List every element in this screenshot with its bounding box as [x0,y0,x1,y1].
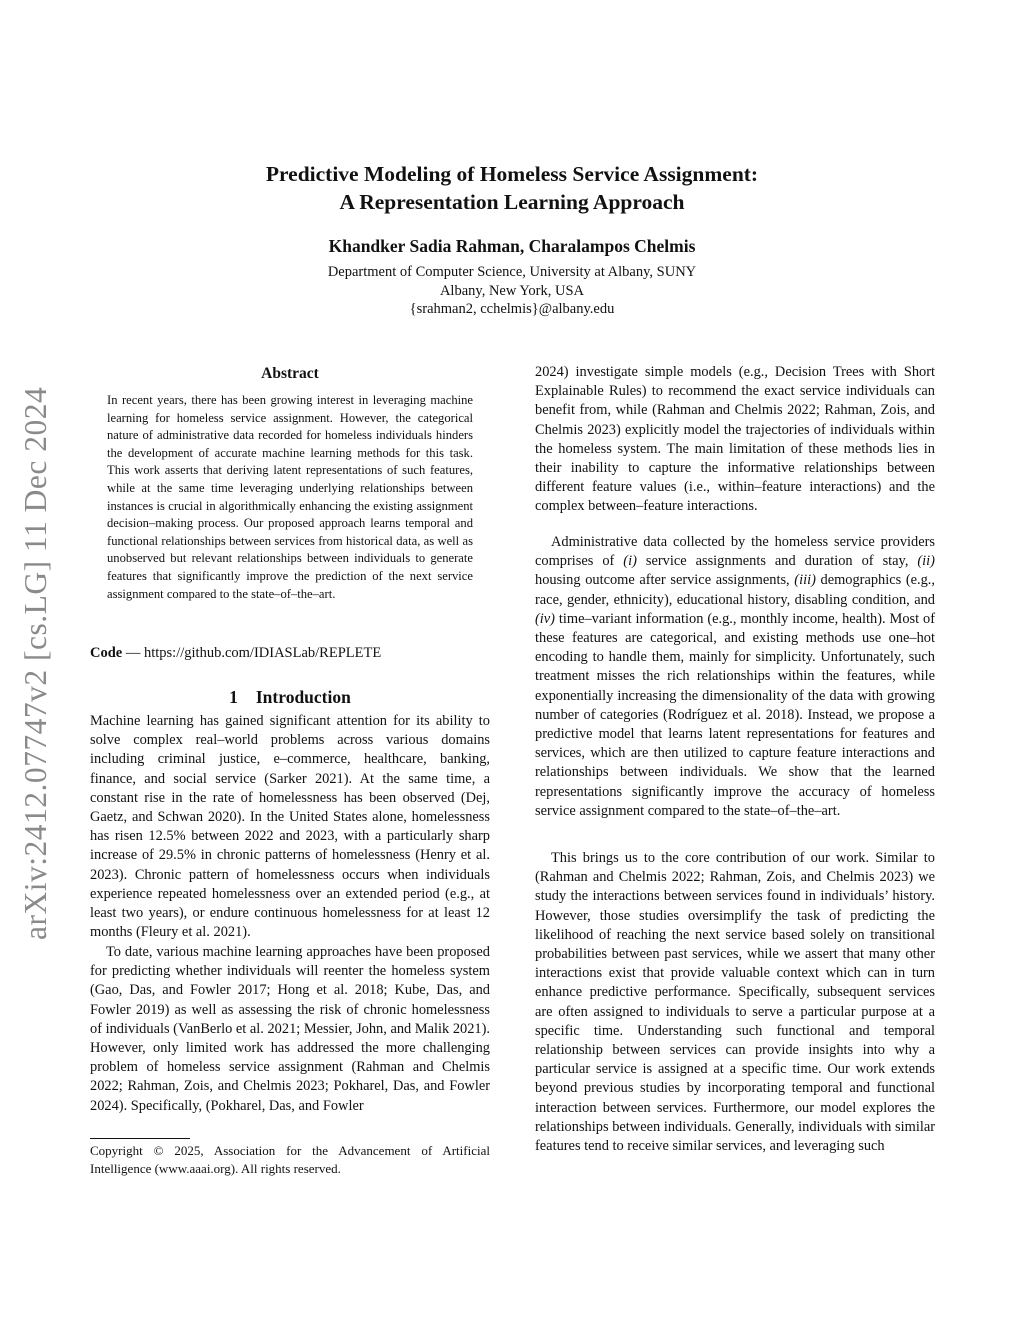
paper-title [0,160,1024,216]
section-heading [90,685,490,709]
code-separator: — [122,645,144,661]
p2-text-c: housing outcome after service assignments, [535,572,795,589]
author-list: Khandker Sadia Rahman, Charalampos Chelmis [328,236,696,256]
p2-marker-iv: (iv) [535,610,555,627]
section-number: 1 [229,687,238,707]
code-label: Code [90,645,123,661]
affiliation-department: Department of Computer Science, University at Albany, SUNY [327,264,697,280]
affiliation-emails: {srahman2, cchelmis}@albany.edu [409,301,615,317]
intro-paragraph-1: Machine learning has gained significant attention for its ability to solve complex real–world problems across various domains including criminal justice, e–commerce, healthcare, banking, finance, and social service (Sarker 2021). At the same time, a constant rise in the rate of homelessness has been observed (Dej, Gaetz, and Schwan 2020). In the United States alone, homelessness has risen 12.5% between 2022 and 2023, with a particularly sharp increase of 29.5% in chronic patterns of homelessness (Henry et al. 2023). Chronic pattern of homelessness occurs when individuals experience repeated homelessness over an extended period (e.g., at least two years), or endure continuous homelessness for at least 12 months (Fleury et al. 2021). [90,713,490,941]
p2-text-a: Administrative data collected by the homeless service providers comprises of [535,534,935,570]
arxiv-identifier: arXiv:2412.07747v2 [cs.LG] 11 Dec 2024 [18,386,53,940]
copyright-footnote: Copyright © 2025, Association for the Advancement of Artificial Intelligence (www.aaai.org). All rights reserved. [90,1143,490,1176]
p2-marker-i: (i) [623,553,637,570]
title-line-1: Predictive Modeling of Homeless Service Assignment: [265,162,759,186]
title-line-2: A Representation Learning Approach [339,190,685,214]
code-link[interactable]: https://github.com/IDIASLab/REPLETE [143,645,382,661]
affiliation-location: Albany, New York, USA [439,282,585,299]
right-paragraph-3: This brings us to the core contribution of our work. Similar to (Rahman and Chelmis 2022; Rahman, Zois, and Chelmis 2023) we study the interactions between services found in individuals’ history. However, those studies oversimplify the task of predicting the likelihood of reaching the next service based solely on transitional probabilities between past services, while we assert that many other interactions exist that provide valuable context which can in turn enhance predictive performance. Specifically, subsequent services are often assigned to individuals to serve a particular purpose at a specific time. Understanding such functional and temporal relationship between services can provide insights into why a particular service is assigned at a specific time. Our work extends beyond previous studies by incorporating temporal and functional interaction between services. Furthermore, our model explores the relationships between individuals. Generally, individuals with similar features tend to receive similar services, and leveraging such [535,850,935,1155]
abstract-body: In recent years, there has been growing interest in leveraging machine learning for homeless service assignment. However, the categorical nature of administrative data recorded for homeless individuals hinders the development of accurate machine learning methods for this task. This work asserts that deriving latent representations of such features, while at the same time leveraging underlying relationships between instances is crucial in algorithmically enhancing the existing assignment decision–making process. Our proposed approach learns temporal and functional relationships between services from historical data, as well as unobserved but relevant relationships between individuals to generate features that significantly improve the prediction of the next service assignment compared to the state–of–the–art. [107,393,473,601]
p2-text-b: service assignments and duration of stay, [636,553,918,570]
p2-marker-ii: (ii) [917,553,935,570]
right-paragraph-1: 2024) investigate simple models (e.g., Decision Trees with Short Explainable Rules) to recommend the exact service individuals can benefit from, while (Rahman and Chelmis 2022; Rahman, Zois, and Chelmis 2023) explicitly model the trajectories of individuals within the homeless system. The main limitation of these methods lies in their inability to capture the informative relationships between different feature values (i.e., within–feature interactions) and the complex between–feature interactions. [535,364,935,515]
abstract-heading: Abstract [261,365,319,382]
p2-marker-iii: (iii) [794,572,816,589]
affiliation [0,263,1024,319]
right-paragraph-2 [535,533,935,821]
section-title: Introduction [255,687,351,707]
intro-paragraph-2: To date, various machine learning approaches have been proposed for predicting whether individuals will reenter the homeless system (Gao, Das, and Fowler 2017; Hong et al. 2018; Kube, Das, and Fowler 2019) as well as assessing the risk of chronic homelessness of individuals (VanBerlo et al. 2021; Messier, John, and Malik 2021). However, only limited work has addressed the more challenging problem of homeless service assignment (Rahman and Chelmis 2022; Rahman, Zois, and Chelmis 2023; Pokharel, Das, and Fowler 2024). Specifically, (Pokharel, Das, and Fowler [90,944,490,1114]
code-line [90,644,490,663]
p2-text-e: time–variant information (e.g., monthly income, health). Most of these features are categorical, and existing methods use one–hot encoding to handle them, mainly for simplicity. Unfortunately, such treatment misses the rich relationships within the features, while exponentially increasing the dimensionality of the data with growing number of categories (Rodríguez et al. 2018). Instead, we propose a predictive model that learns latent representations for features and services, which are then utilized to capture feature interactions and relationships between individuals. We show that the learned representations significantly improve the accuracy of homeless service assignment compared to the state–of–the–art. [535,610,935,819]
p2-text-d: demographics (e.g., race, gender, ethnicity), educational history, disabling condition, and [535,572,936,608]
footnote-rule [90,1138,190,1139]
